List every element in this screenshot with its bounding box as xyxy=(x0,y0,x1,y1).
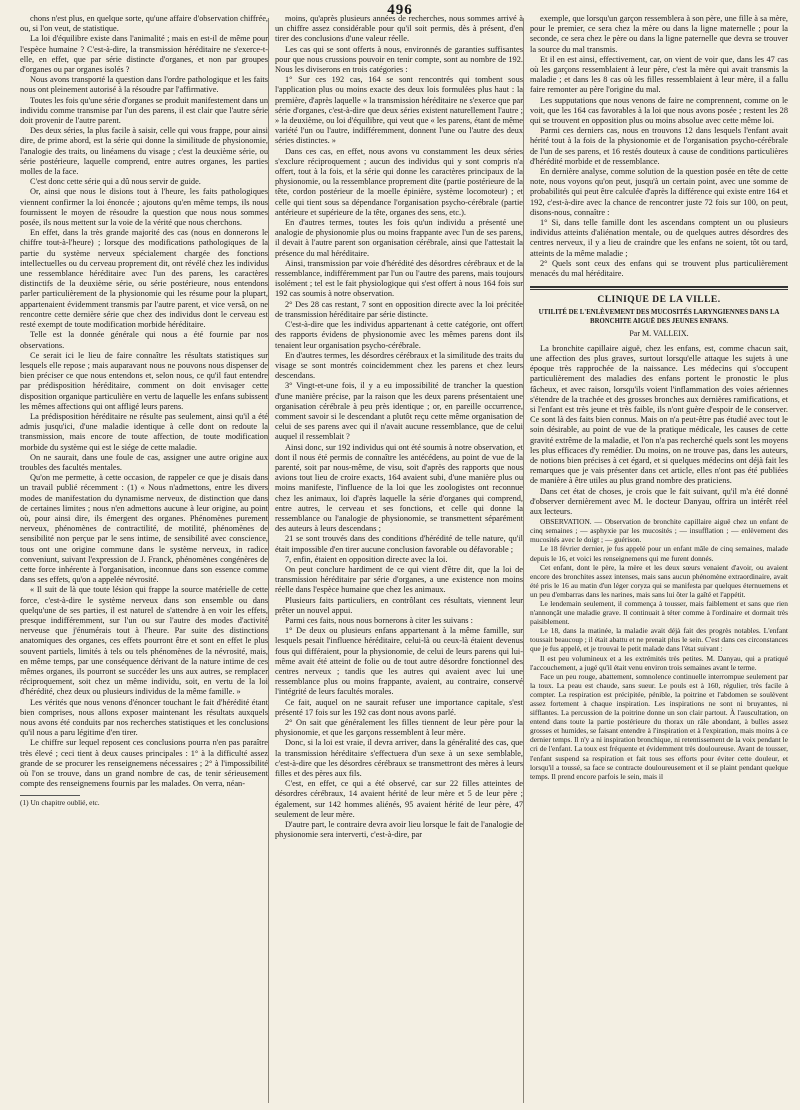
article-text xyxy=(530,344,788,517)
paragraph: La loi d'équilibre existe dans l'animalité ; mais en est-il de même pour l'espèce humaine ? C'est-à-dire, la transmission héréditaire ne s'exerce-t-elle, en effet, que par série distincte d'organes, et non par groupes d'organes ou par organes isolés ? xyxy=(20,34,268,75)
paragraph: Parmi ces faits, nous nous bornerons à citer les suivans : xyxy=(285,615,473,625)
paragraph: « Il suit de là que toute lésion qui frappe la source matérielle de cette force, c'est-à-dire le système nerveux dans son ensemble ou dans quelqu'une de ses parties, il est naturel de s'attendre à en voir les effets, presque indifféremment, sur l'un ou sur l'autre des modes d'activité nerveuse que j'énumérais tout à l'heure. Par suite des distinctions anatomiques des organes, ces effets pourront être et sont en effet le plus souvent partiels, limités à tels ou tels phénomènes de la névrosité, mais, en même temps, par une conséquence dérivant de la nature intime de ces mêmes organes, ils pourront se succéder les uns aux autres, se remplacer réciproquement, soit chez un même individu, soit, en vertu de la loi d'hérédité, chez deux ou plusieurs individus de la même famille. » xyxy=(20,585,268,697)
paragraph: Donc, si la loi est vraie, il devra arriver, dans la généralité des cas, que la transmission héréditaire s'effectuera d'un sexe à un sexe semblable, c'est-à-dire que les désordres cérébraux se transmettront des mères à leurs filles et des pères aux fils. xyxy=(275,738,523,779)
paragraph: En d'autres termes, les désordres cérébraux et la similitude des traits du visage se sont montrés coincidemment chez les parens et chez leurs descendans. xyxy=(275,350,523,381)
paragraph: 21 se sont trouvés dans des conditions d'hérédité de telle nature, qu'il était impossible d'en tirer aucune conclusion favorable ou défavorable ; xyxy=(275,534,523,554)
section-title: CLINIQUE DE LA VILLE. xyxy=(597,295,721,306)
paragraph: Il est peu volumineux et a les extrémités très petites. M. Danyau, qui a pratiqué l'accouchement, a jugé qu'il était venu environ trois semaines avant le terme. xyxy=(530,653,788,672)
column-rule xyxy=(268,18,269,1103)
article-author: Par M. VALLEIX. xyxy=(629,329,689,339)
paragraph: Qu'on me permette, à cette occasion, de rappeler ce que je disais dans un travail publié récemment : (1) « Nous n'admettons, entre les divers modes de manifestation du dynamisme nerveux, de distinction que dans de certaines limites ; nous n'en admettons aucune à leur origine, au point où, pour ainsi dire, ils émergent des organes. Phénomènes purement nerveux, phénomènes de contractilité, de motilité, phénomènes de sensibilité non perçue par le sens intime, de sensibilité avec conscience, tous ont une origine commune dans le système nerveux, in radice conveniunt, suivant l'expression de J. Franck, phénomènes congénères de cette force inhérente à l'organisation, inconnue dans son essence comme dans ses effets, qu'on a appelée névrosité. xyxy=(20,473,268,585)
paragraph: Le lendemain seulement, il commença à tousser, mais faiblement et sans que rien n'annonçât une maladie grave. Il continuait à téter comme à l'ordinaire et dormait très paisiblement. xyxy=(530,598,788,627)
paragraph: chons n'est plus, en quelque sorte, qu'une affaire d'observation chiffrée, ou, si l'on veut, de statistique. xyxy=(20,14,268,34)
paragraph: Toutes les fois qu'une série d'organes se produit manifestement dans un individu comme transmise par l'un des parens, il est clair que l'autre série doit provenir de l'autre parent. xyxy=(20,95,268,126)
column-rule xyxy=(523,18,524,1103)
observation-heading: OBSERVATION. — Observation de bronchite capillaire aiguë chez un enfant de cinq semaines ; — asphyxie par les mucosités ; — insufflation ; — enlèvement des mucosités avec le doigt ; — guérison. xyxy=(530,517,788,545)
column-1-text xyxy=(20,14,268,789)
column-2-text xyxy=(275,14,523,840)
paragraph: Des deux séries, la plus facile à saisir, celle qui vous frappe, pour ainsi dire, de prime abord, est la série qui donne la similitude de physionomie, l'analogie des traits, ou linéamens du visage ; c'est la deuxième série, ou série postérieure, laquelle comprend, entre autres organes, les parties molles de la face. xyxy=(20,126,268,177)
paragraph: En effet, dans la très grande majorité des cas (nous en donnerons le chiffre tout-à-l'heure) ; lorsque des modifications pathologiques de la partie du système nerveux spécialement chargée des fonctions intellectuelles ou du cerveau proprement dit, ont révélé chez les individus une ressemblance héréditaire avec l'un des parens, les caractères distinctifs de la deuxième série, ou série postérieure, nous entendons parler particulièrement de la physionomie qui les résume pour la plupart, appartenaient évidemment transmis par l'autre parent, et vice versâ, on ne rencontre cette dernière série que chez des individus dont le cerveau est resté exempt de toute modification morbide héréditaire. xyxy=(20,228,268,330)
paragraph: 1° De deux ou plusieurs enfans appartenant à la même famille, sur lesquels pesait l'influence héréditaire, celui-là ou ceux-là étaient devenus fous qui différaient, pour la physionomie, de celui de leurs parens qui lui-même avait été atteint de folie ou de tout autre désordre fonctionnel des centres nerveux ; tandis que les autres qui avaient avec lui une ressemblance plus ou moins frappante, avaient, au contraire, conservé l'intégrité de leurs facultés morales. xyxy=(275,626,523,697)
column-2 xyxy=(275,14,523,1104)
paragraph: C'est, en effet, ce qui a été observé, car sur 22 filles atteintes de désordres cérébraux, 14 avaient hérité de leur mère et 5 de leur père ; également, sur 142 hommes aliénés, 95 avaient hérité de leur père, 47 seulement de leur mère. xyxy=(275,779,523,819)
paragraph: Et il en est ainsi, effectivement, car, on vient de voir que, dans les 47 cas où les garçons ressemblaient à leur père, c'est la mère qui avait transmis la maladie ; et dans les 8 cas où les filles ressemblaient à leur mère, il a fallu faire remonter au père l'origine du mal. xyxy=(530,54,788,95)
paragraph: On peut conclure hardiment de ce qui vient d'être dit, que la loi de transmission héréditaire par série d'organes, a une existence non moins réelle dans l'espèce humaine que chez les animaux. xyxy=(275,564,523,595)
paragraph: C'est-à-dire que les individus appartenant à cette catégorie, ont offert des rapports évidens de physionomie avec les mêmes parens dont ils tenaient leur organisation psycho-cérébrale. xyxy=(275,320,523,350)
paragraph: moins, qu'après plusieurs années de recherches, nous sommes arrivé à un chiffre assez considérable pour qu'il soit permis, dès à présent, d'en tirer des conclusions d'une valeur réelle. xyxy=(275,14,523,44)
paragraph: Dans cet état de choses, je crois que le fait suivant, qu'il m'a été donné d'observer dernièrement avec M. le docteur Danyau, offrira un intérêt réel aux lecteurs. xyxy=(530,486,788,516)
paragraph: D'autre part, le contraire devra avoir lieu lorsque le fait de l'analogie de physionomie sera interverti, c'est-à-dire, par xyxy=(275,820,523,840)
paragraph: 2° On sait que généralement les filles tiennent de leur père pour la physionomie, et que les garçons ressemblent à leur mère. xyxy=(275,718,523,738)
paragraph: Le 18 février dernier, je fus appelé pour un enfant mâle de cinq semaines, malade depuis le 16, et voici les renseignemens qui me furent donnés. xyxy=(530,544,788,563)
paragraph: On ne saurait, dans une foule de cas, assigner une autre origine aux troubles des facultés mentales. xyxy=(20,452,268,472)
paragraph: Le 18, dans la matinée, la maladie avait déjà fait des progrès notables. L'enfant toussait beaucoup ; il était abattu et ne prenait plus le sein. C'est dans ces circonstances que je fus appelé, et je trouvai le petit malade dans l'état suivant : xyxy=(530,626,788,654)
paragraph: Cet enfant, dont le père, la mère et les deux sœurs venaient d'avoir, ou avaient encore des bronchites assez intenses, mais sans aucun phénomène extraordinaire, avait été pris le 16 au matin d'un léger coryza qui se manifesta par quelques éternuemens et un peu d'embarras dans les narines, mais sans lui ôter la gaîté et l'appétit. xyxy=(530,562,788,599)
paragraph: 2° Des 28 cas restant, 7 sont en opposition directe avec la loi précitée de transmission héréditaire par série distincte. xyxy=(275,299,523,319)
paragraph: 7, enfin, étaient en opposition directe avec la loi. xyxy=(285,554,448,564)
paragraph: Face un peu rouge, abattement, somnolence continuelle interrompue seulement par la toux. La peau est chaude, sans sueur. Le pouls est à 160, régulier, très facile à compter. La respiration est précipitée, pénible, la poitrine et l'abdomen se soulèvent assez fortement à chaque inspiration. Les inspirations ne sont ni bruyantes, ni sifflantes. La percussion de la poitrine donne un son clair partout. À l'auscultation, on entend dans toute la partie postérieure du thorax un râle abondant, à bulles assez grosses et humides, se faisant entendre à l'inspiration et à l'expiration, mais moins à ce dernier temps. Il n'y a ni inspiration bronchique, ni retentissement de la voix pendant le cri de l'enfant. La toux est fréquente et évidemment très douloureuse. Avant de tousser, l'enfant suspend sa respiration et fait tous ses efforts pour éviter cette douleur, et lorsqu'il a toussé, sa face se contracte douloureusement et il se plaint pendant quelque temps. Il prend encore parfois le sein, mais il xyxy=(530,671,788,781)
paragraph: Dans ces cas, en effet, nous avons vu constamment les deux séries s'exclure réciproquement ; aucun des individus qui y sont compris n'a offert, tout à la fois, et la série qui donne les caractères principaux de la physionomie, ou la ressemblance proprement dite (partie postérieure de la tête, cordon postérieur de la moelle épinière, système locomoteur) ; et celle qui tient sous sa dépendance l'organisation psycho-cérébrale (partie antérieure et supérieure de la tête, organes des sens, etc.). xyxy=(275,146,523,217)
column-3 xyxy=(530,14,788,1104)
paragraph: Telle est la donnée générale qui nous a été fournie par nos observations. xyxy=(20,330,268,350)
paragraph: Ainsi donc, sur 192 individus qui ont été soumis à notre observation, et dont il nous été permis de connaître les antécédens, au point de vue de la parenté, soit par nous-même, de visu, soit d'après des rapports que nous avions tout lieu de croire exacts, 164 avaient subi, d'une manière plus ou moins manifeste, l'influence de la loi que les zoologistes ont reconnue chez les animaux, loi d'après laquelle la série d'organes qui comprend, entre autres, le cerveau et ses fonctions, et celle qui donne la ressemblance ou l'analogie de physionomie, se transmettent séparément des auteurs à leurs descendans ; xyxy=(275,442,523,534)
article-title: UTILITÉ DE L'ENLÈVEMENT DES MUCOSITÉS LARYNGIENNES DANS LA BRONCHITE AIGUË DES JEUNES ENFANS. xyxy=(538,309,780,325)
paragraph: Ce fait, auquel on ne saurait refuser une importance capitale, s'est présenté 17 fois sur les 192 cas dont nous avons parlé. xyxy=(275,697,523,717)
paragraph: Les vérités que nous venons d'énoncer touchant le fait d'hérédité étant bien comprises, nous allons exposer maintenant les résultats auxquels nous avons été conduits par nos recherches statistiques et les conclusions qu'il nous a paru légitime d'en tirer. xyxy=(20,697,268,738)
paragraph: Les supputations que nous venons de faire ne comprennent, comme on le voit, que les 164 cas favorables à la loi que nous avons posée ; restent les 28 qui se trouvent en opposition plus ou moins absolue avec cette même loi. xyxy=(530,95,788,126)
paragraph: Ainsi, transmission par voie d'hérédité des désordres cérébraux et de la ressemblance, indifféremment par l'un ou l'autre des parens, mais toujours isolément ; tel est le fait physiologique qui s'est offert à nous 164 fois sur 192 cas soumis à notre observation. xyxy=(275,258,523,299)
column-3-text xyxy=(530,14,788,279)
paragraph: En d'autres termes, toutes les fois qu'un individu a présenté une analogie de physionomie plus ou moins frappante avec l'un de ses parens, il devait à l'autre parent son organisation cérébrale, ainsi que l'attestait la présence du mal héréditaire. xyxy=(275,218,523,258)
paragraph: exemple, que lorsqu'un garçon ressemblera à son père, une fille à sa mère, pour le premier, ce sera chez la mère ou dans la ligne maternelle ; pour la seconde, ce sera chez le père ou dans la ligne paternelle que devra se trouver la source du mal transmis. xyxy=(530,14,788,54)
paragraph: Le chiffre sur lequel reposent ces conclusions pourra n'en pas paraître très élevé ; ceci tient à deux causes principales : 1° à la difficulté assez grande de se procurer les renseignemens nécessaires ; 2° à l'impossibilité où l'on se trouve, dans un grand nombre de cas, de tenir sérieusement compte des renseignemens fournis par les malades. On verra, néan- xyxy=(20,738,268,789)
paragraph: La bronchite capillaire aiguë, chez les enfans, est, comme chacun sait, une affection des plus graves, surtout lorsqu'elle attaque les sujets à une époque très rapprochée de la naissance. Les médecins qui s'occupent particulièrement des maladies des enfans portent le pronostic le plus fâcheux, et avec raison, lorsqu'ils voient l'inflammation des voies aériennes s'étendre de la trachée et des grosses bronches aux dernières ramifications, et si l'enfant est très jeune et très faible, ils n'ont guère d'espoir de le conserver. Ce sont là des faits bien connus. Mais on n'a peut-être pas étudié avec tout le soin désirable, au point de vue de la pratique médicale, les causes de cette gravité extrême de la maladie, et l'on n'a pas recherché quels sont les moyens les plus efficaces d'y remédier. Du moins, on ne trouve pas, dans les auteurs, de notions bien précises à cet égard, et si quelques médecins ont déjà fait les remarques que je vais présenter dans cet article, elles n'ont pas été publiées de manière à être utiles au plus grand nombre des praticiens. xyxy=(530,343,788,486)
footnote-rule xyxy=(20,795,80,796)
paragraph: Les cas qui se sont offerts à nous, environnés de garanties suffisantes pour que nous crussions pouvoir en tenir compte, sont au nombre de 192. Nous les diviserons en trois catégories : xyxy=(275,44,523,75)
paragraph: 2° Quels sont ceux des enfans qui se trouvent plus particulièrement menacés du mal héréditaire. xyxy=(530,258,788,279)
paragraph: La prédisposition héréditaire ne résulte pas seulement, ainsi qu'il a été admis jusqu'ici, d'une maladie identique à celle dont on redoute la transmission, mais encore de toute affection, de toute modification morbide du système qui est le siége de cette maladie. xyxy=(20,411,268,452)
paragraph: Plusieurs faits particuliers, en contrôlant ces résultats, viennent leur prêter un nouvel appui. xyxy=(275,595,523,615)
observation-text xyxy=(530,544,788,780)
paragraph: Ce serait ici le lieu de faire connaître les résultats statistiques sur lesquels elle repose ; mais auparavant nous ne pouvons nous dispenser de bien préciser ce que nous entendons et, selon nous, ce qu'il faut entendre par prédisposition héréditaire, comment on doit envisager cette disposition organique particulière en vertu de laquelle les enfans subissent les mêmes affections qui ont affligé leurs parens. xyxy=(20,350,268,411)
paragraph: Parmi ces derniers cas, nous en trouvons 12 dans lesquels l'enfant avait hérité tout à la fois de la physionomie et de l'organisation psycho-cérébrale de l'un de ses parens, et 16 restés douteux à cause de conditions particulières d'hérédité morbide et de ressemblance. xyxy=(530,126,788,166)
paragraph: Or, ainsi que nous le disions tout à l'heure, les faits pathologiques viennent confirmer la loi énoncée ; ajoutons qu'en même temps, ils nous fournissent le moyen de résoudre la question que nous nous sommes posée, ils nous mettent sur la voie de la vérité que nous cherchons. xyxy=(20,187,268,228)
section-separator xyxy=(530,286,788,290)
paragraph: 1° Sur ces 192 cas, 164 se sont rencontrés qui tombent sous l'application plus ou moins exacte des deux lois formulées plus haut : la première, d'après laquelle « la transmission héréditaire ne s'exerce que par série d'organes, c'est-à-dire que deux séries existent naturellement l'autre ; » la deuxième, ou loi d'équilibre, qui veut que « les parens, étant de même variété l'un ou l'autre, indifféremment, donnent l'une ou l'autre des deux séries distinctes. » xyxy=(275,75,523,146)
column-1 xyxy=(20,14,268,1104)
paragraph: Nous avons transporté la question dans l'ordre pathologique et les faits nous ont pleinement autorisé à la résoudre par l'affirmative. xyxy=(20,75,268,95)
page-number: 496 xyxy=(387,2,413,18)
footnote: (1) Un chapitre oublié, etc. xyxy=(20,798,100,808)
paragraph: 1° Si, dans telle famille dont les ascendans comptent un ou plusieurs individus atteints d'aliénation mentale, ou de quelques autres désordres des centres nerveux, il y a lieu de craindre que les enfans ne soient, tôt ou tard, atteints de la même maladie ; xyxy=(530,218,788,258)
paragraph: 3° Vingt-et-une fois, il y a eu impossibilité de trancher la question d'une manière précise, par la raison que les deux parens présentaient une organisation cérébrale à peu près identique ; or, en pareille occurrence, comment savoir si le descendant a plutôt reçu cette même organisation de celui de ses parens avec qui il n'avait aucune ressemblance, que de celui auquel il ressemblait ? xyxy=(275,381,523,442)
paragraph: C'est donc cette série qui a dû nous servir de guide. xyxy=(30,177,201,187)
paragraph: En dernière analyse, comme solution de la question posée en tête de cette note, nous voyons qu'on peut, jusqu'à un certain point, avec une somme de probabilités qui peut être calculée d'après la différence qui existe entre 164 et 192, c'est-à-dire avec la chance de rencontrer juste 72 fois sur 100, on peut, disons-nous, connaître : xyxy=(530,167,788,217)
